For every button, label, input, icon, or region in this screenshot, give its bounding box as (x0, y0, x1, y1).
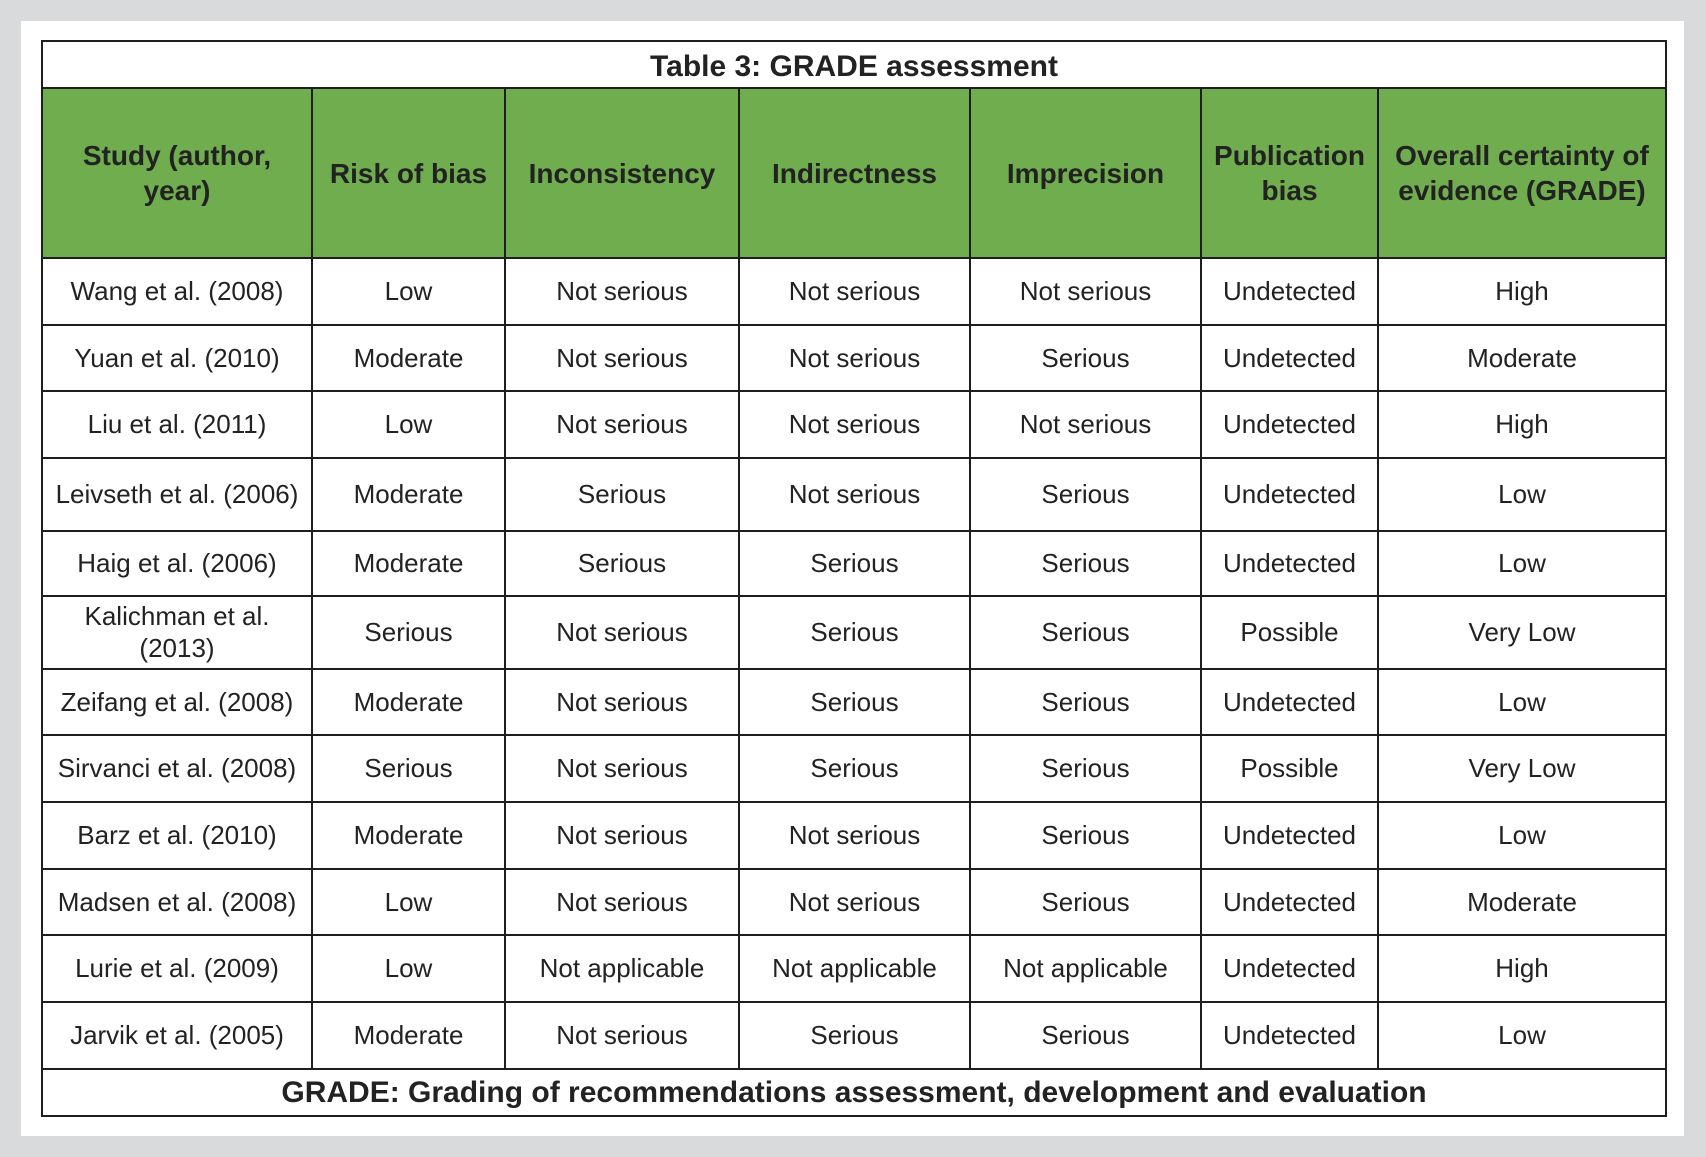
cell-risk-of-bias: Low (312, 258, 505, 325)
cell-indirectness: Not serious (739, 802, 970, 869)
table-caption: Table 3: GRADE assessment (42, 41, 1666, 88)
table-row (42, 325, 1666, 392)
cell-overall-certainty: High (1378, 391, 1666, 458)
grade-assessment-table (41, 40, 1667, 1117)
table-row (42, 258, 1666, 325)
cell-risk-of-bias: Moderate (312, 802, 505, 869)
cell-inconsistency: Not serious (505, 802, 739, 869)
cell-study: Barz et al. (2010) (42, 802, 312, 869)
cell-indirectness: Not applicable (739, 935, 970, 1002)
cell-imprecision: Serious (970, 735, 1201, 802)
cell-overall-certainty: Low (1378, 531, 1666, 596)
cell-study: Madsen et al. (2008) (42, 869, 312, 936)
cell-indirectness: Not serious (739, 391, 970, 458)
table-row (42, 802, 1666, 869)
cell-indirectness: Serious (739, 735, 970, 802)
cell-overall-certainty: Low (1378, 669, 1666, 736)
header-row (42, 88, 1666, 258)
cell-risk-of-bias: Serious (312, 735, 505, 802)
cell-study: Wang et al. (2008) (42, 258, 312, 325)
cell-imprecision: Serious (970, 531, 1201, 596)
cell-indirectness: Serious (739, 596, 970, 669)
cell-indirectness: Not serious (739, 869, 970, 936)
cell-imprecision: Not serious (970, 391, 1201, 458)
cell-publication-bias: Undetected (1201, 802, 1378, 869)
table-row (42, 869, 1666, 936)
cell-overall-certainty: Moderate (1378, 869, 1666, 936)
cell-study: Yuan et al. (2010) (42, 325, 312, 392)
cell-study: Kalichman et al. (2013) (42, 596, 312, 669)
cell-publication-bias: Undetected (1201, 391, 1378, 458)
table-row (42, 669, 1666, 736)
cell-risk-of-bias: Moderate (312, 325, 505, 392)
cell-inconsistency: Serious (505, 458, 739, 531)
table-row (42, 596, 1666, 669)
cell-indirectness: Serious (739, 1002, 970, 1069)
cell-publication-bias: Undetected (1201, 531, 1378, 596)
cell-risk-of-bias: Moderate (312, 458, 505, 531)
cell-study: Sirvanci et al. (2008) (42, 735, 312, 802)
cell-publication-bias: Undetected (1201, 669, 1378, 736)
cell-risk-of-bias: Moderate (312, 669, 505, 736)
cell-overall-certainty: Very Low (1378, 596, 1666, 669)
cell-study: Jarvik et al. (2005) (42, 1002, 312, 1069)
cell-inconsistency: Not serious (505, 669, 739, 736)
cell-study: Haig et al. (2006) (42, 531, 312, 596)
cell-risk-of-bias: Serious (312, 596, 505, 669)
column-header-imprecision: Imprecision (970, 88, 1201, 258)
column-header-overall-certainty: Overall certainty of evidence (GRADE) (1378, 88, 1666, 258)
table-row (42, 531, 1666, 596)
column-header-publication-bias: Publication bias (1201, 88, 1378, 258)
cell-study: Leivseth et al. (2006) (42, 458, 312, 531)
cell-imprecision: Serious (970, 325, 1201, 392)
cell-imprecision: Not serious (970, 258, 1201, 325)
cell-study: Zeifang et al. (2008) (42, 669, 312, 736)
table-sheet (21, 21, 1684, 1136)
cell-inconsistency: Not applicable (505, 935, 739, 1002)
cell-indirectness: Serious (739, 531, 970, 596)
cell-imprecision: Serious (970, 458, 1201, 531)
cell-imprecision: Serious (970, 869, 1201, 936)
column-header-indirectness: Indirectness (739, 88, 970, 258)
cell-overall-certainty: Low (1378, 458, 1666, 531)
cell-publication-bias: Undetected (1201, 325, 1378, 392)
cell-risk-of-bias: Low (312, 391, 505, 458)
cell-overall-certainty: Moderate (1378, 325, 1666, 392)
cell-overall-certainty: Low (1378, 802, 1666, 869)
cell-risk-of-bias: Low (312, 869, 505, 936)
cell-publication-bias: Undetected (1201, 258, 1378, 325)
table-row (42, 735, 1666, 802)
table-row (42, 1002, 1666, 1069)
cell-inconsistency: Not serious (505, 391, 739, 458)
cell-publication-bias: Undetected (1201, 869, 1378, 936)
column-header-inconsistency: Inconsistency (505, 88, 739, 258)
cell-imprecision: Serious (970, 596, 1201, 669)
cell-inconsistency: Not serious (505, 735, 739, 802)
cell-overall-certainty: High (1378, 935, 1666, 1002)
cell-publication-bias: Possible (1201, 596, 1378, 669)
cell-publication-bias: Undetected (1201, 1002, 1378, 1069)
cell-overall-certainty: Low (1378, 1002, 1666, 1069)
cell-inconsistency: Serious (505, 531, 739, 596)
cell-imprecision: Not applicable (970, 935, 1201, 1002)
cell-risk-of-bias: Moderate (312, 531, 505, 596)
cell-overall-certainty: High (1378, 258, 1666, 325)
cell-imprecision: Serious (970, 802, 1201, 869)
cell-indirectness: Not serious (739, 325, 970, 392)
table-footnote: GRADE: Grading of recommendations assessment, development and evaluation (42, 1069, 1666, 1116)
table-row (42, 391, 1666, 458)
cell-inconsistency: Not serious (505, 596, 739, 669)
cell-risk-of-bias: Low (312, 935, 505, 1002)
column-header-risk-of-bias: Risk of bias (312, 88, 505, 258)
cell-indirectness: Not serious (739, 258, 970, 325)
cell-publication-bias: Undetected (1201, 935, 1378, 1002)
cell-publication-bias: Possible (1201, 735, 1378, 802)
table-row (42, 458, 1666, 531)
cell-inconsistency: Not serious (505, 869, 739, 936)
cell-inconsistency: Not serious (505, 258, 739, 325)
cell-study: Lurie et al. (2009) (42, 935, 312, 1002)
cell-inconsistency: Not serious (505, 325, 739, 392)
cell-study: Liu et al. (2011) (42, 391, 312, 458)
cell-imprecision: Serious (970, 1002, 1201, 1069)
cell-risk-of-bias: Moderate (312, 1002, 505, 1069)
cell-indirectness: Not serious (739, 458, 970, 531)
cell-indirectness: Serious (739, 669, 970, 736)
cell-overall-certainty: Very Low (1378, 735, 1666, 802)
table-row (42, 935, 1666, 1002)
cell-imprecision: Serious (970, 669, 1201, 736)
cell-publication-bias: Undetected (1201, 458, 1378, 531)
cell-inconsistency: Not serious (505, 1002, 739, 1069)
column-header-study: Study (author, year) (42, 88, 312, 258)
